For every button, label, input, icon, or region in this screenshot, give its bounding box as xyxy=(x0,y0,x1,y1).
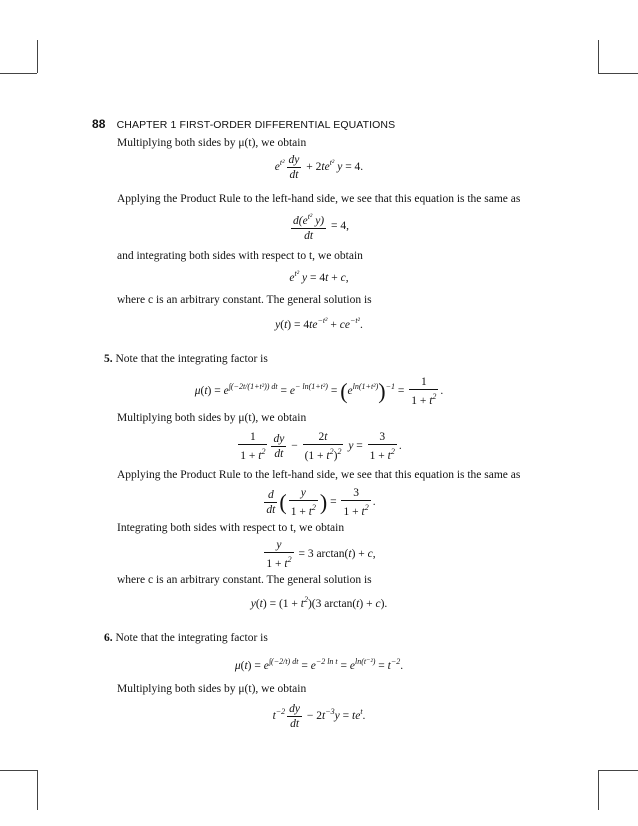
equation: $e^{t^2}$ $\frac{dy}{dt}$ + $2te^{t^2}$ y = 4. xyxy=(274,154,364,181)
exercise-5-intro: 5. Note that the integrating factor is xyxy=(104,353,268,365)
equation: $\mu(t) = e^{\int(-2/t) dt} = e^{-2 ln t} = e^{ln(t^{-2})} = t^{-2}$. xyxy=(234,657,404,672)
paragraph: Multiplying both sides by μ(t), we obtain xyxy=(117,412,307,424)
crop-mark xyxy=(37,770,38,810)
paragraph: where c is an arbitrary constant. The general solution is xyxy=(117,574,372,586)
paragraph: and integrating both sides with respect to t, we obtain xyxy=(117,250,363,262)
paragraph: Applying the Product Rule to the left-hand side, we see that this equation is the same as xyxy=(117,193,521,205)
equation: $\frac{1}{1 + t^2}$ $\frac{dy}{dt}$ − $\frac{2t}{(1 + t^2)^2}$ y = $\frac{3}{1 + t^2}$ . xyxy=(240,431,402,462)
crop-mark xyxy=(598,770,599,810)
paragraph: Multiplying both sides by μ(t), we obtain xyxy=(117,683,307,695)
page-number: 88 xyxy=(92,117,106,131)
paragraph: Multiplying both sides by μ(t), we obtain xyxy=(117,137,307,149)
crop-mark xyxy=(598,770,638,771)
equation: $\frac{d}{dt}$ ( $\frac{y}{1 + t^2}$ ) = $\frac{3}{1 + t^2}$ . xyxy=(266,487,376,518)
equation: $\frac{y}{1 + t^2}$ = 3 arctan(t) + c, xyxy=(266,539,376,570)
equation: $\frac{d(e^{t^2} y)}{dt}$ = 4, xyxy=(293,212,349,242)
equation: $\mu(t) = e^{\int(-2t/(1+t^2)) dt} = e^{- ln(1+t^2)} = (e^{ln(1+t^2)})^{-1}$ = $\frac{1}{1 + t^2}$ . xyxy=(194,376,444,407)
crop-mark xyxy=(598,40,599,73)
running-header xyxy=(92,117,395,131)
paragraph: where c is an arbitrary constant. The general solution is xyxy=(117,294,372,306)
paragraph: Integrating both sides with respect to t, we obtain xyxy=(117,522,345,534)
crop-mark xyxy=(0,770,37,771)
crop-mark xyxy=(37,40,38,73)
paragraph: Applying the Product Rule to the left-hand side, we see that this equation is the same as xyxy=(117,469,521,481)
crop-mark xyxy=(598,73,638,74)
equation: $e^{t^2}$ y = 4t + c, xyxy=(289,269,349,284)
equation: $y(t) = (1 + t^2)(3$ arctan(t) + c). xyxy=(250,595,388,610)
equation: $t^{-2}$ $\frac{dy}{dt}$ − $2t^{-3}y = te^t$. xyxy=(272,703,366,730)
chapter-title: CHAPTER 1 FIRST-ORDER DIFFERENTIAL EQUATIONS xyxy=(116,119,396,131)
equation: $y(t) = 4te^{-t^2} + ce^{-t^2}$. xyxy=(275,316,363,331)
crop-mark xyxy=(0,73,37,74)
exercise-6-intro: 6. Note that the integrating factor is xyxy=(104,632,268,644)
